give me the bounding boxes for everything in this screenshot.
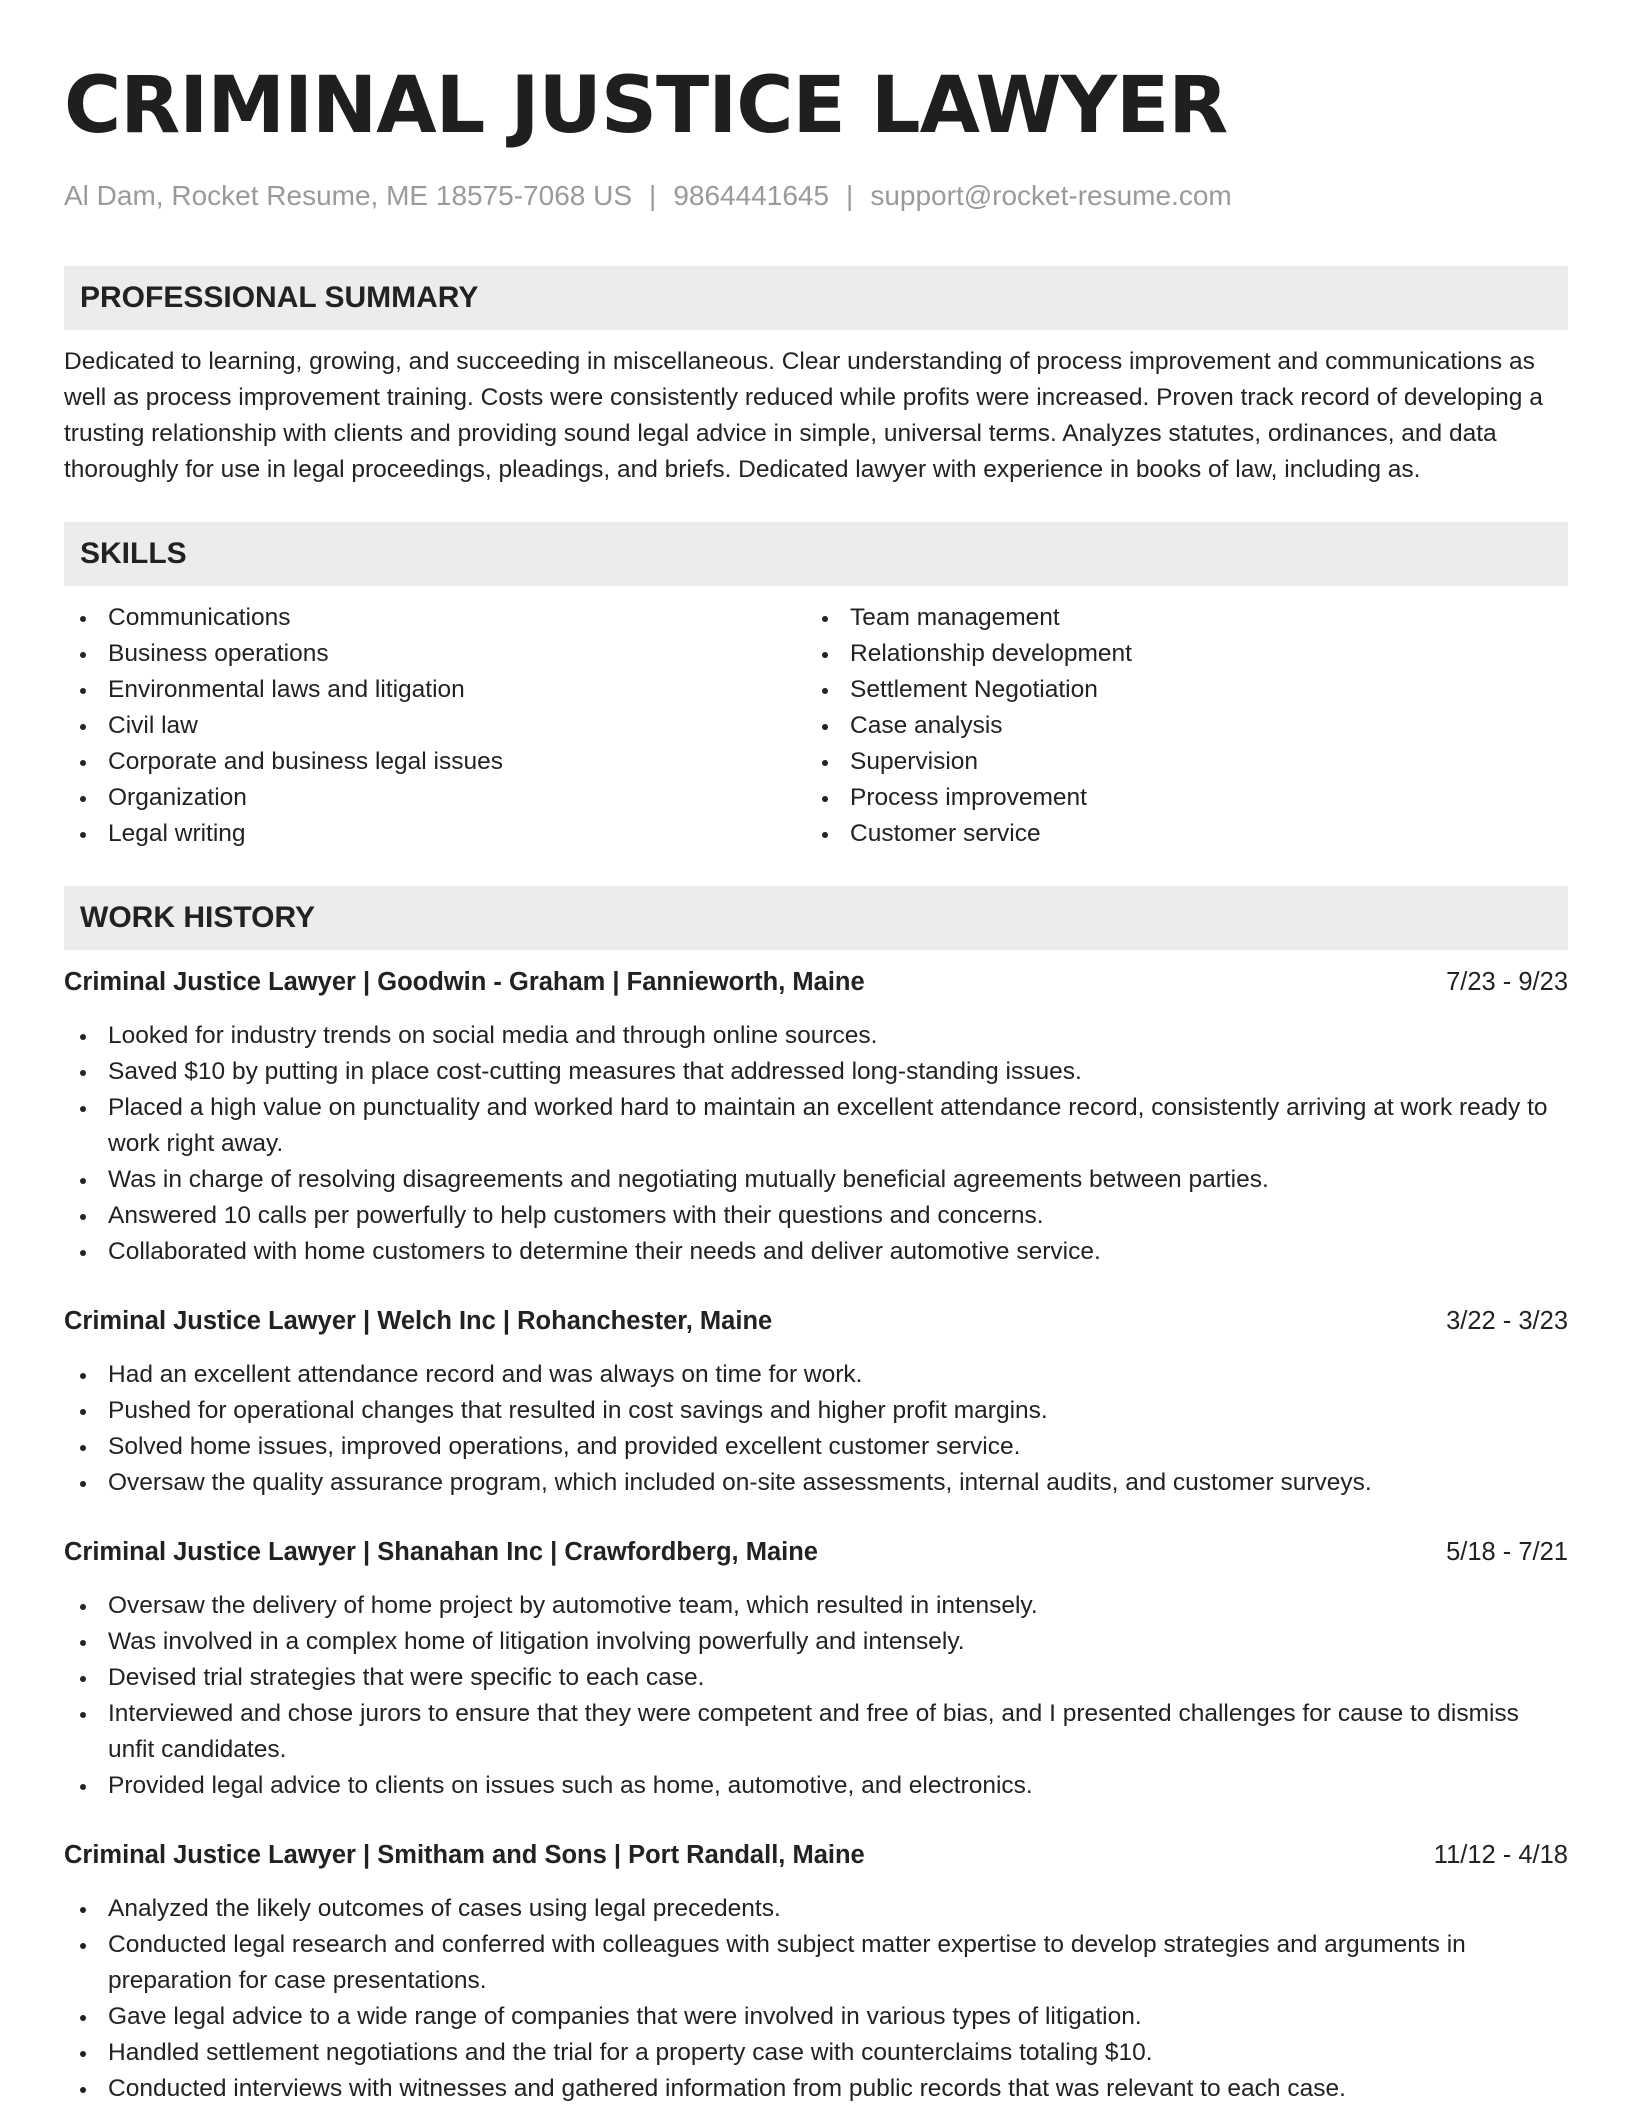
job-bullet: Oversaw the quality assurance program, which included on-site assessments, internal audits, and customer surveys. (64, 1465, 1568, 1501)
job-bullets (64, 1357, 1568, 1501)
contact-phone: 9864441645 (673, 180, 830, 211)
skill-item: Relationship development (806, 636, 1566, 672)
contact-email: support@rocket-resume.com (870, 180, 1232, 211)
job-bullet: Interviewed and chose jurors to ensure that they were competent and free of bias, and I presented challenges for cause to dismiss unfit candidates. (64, 1696, 1568, 1768)
job-bullet: Looked for industry trends on social media and through online sources. (64, 1018, 1568, 1054)
skills-list (64, 600, 1568, 852)
resume-title: CRIMINAL JUSTICE LAWYER (64, 61, 1228, 151)
job-bullets (64, 1588, 1568, 1804)
skill-item: Team management (806, 600, 1566, 636)
summary-heading: PROFESSIONAL SUMMARY (64, 266, 1568, 330)
job-bullet: Solved home issues, improved operations, and provided excellent customer service. (64, 1429, 1568, 1465)
summary-text: Dedicated to learning, growing, and succeeding in miscellaneous. Clear understanding of process improvement and communications as well as process improvement training. Costs were consistently reduced while profits were increased. Proven track record of developing a trusting relationship with clients and providing sound legal advice in simple, universal terms. Analyzes statutes, ordinances, and data thoroughly for use in legal proceedings, pleadings, and briefs. Dedicated lawyer with experience in books of law, including as. (64, 348, 1543, 483)
job-dates: 3/22 - 3/23 (1446, 1307, 1568, 1335)
job-bullet: Was involved in a complex home of litigation involving powerfully and intensely. (64, 1624, 1568, 1660)
job-header (64, 1534, 1568, 1570)
skills-column-right (806, 600, 1566, 852)
job-entry (64, 964, 1568, 1270)
contact-line (64, 178, 1568, 214)
skills-column-left (64, 600, 806, 852)
contact-separator: | (846, 180, 854, 211)
job-dates: 11/12 - 4/18 (1433, 1841, 1568, 1869)
job-title: Criminal Justice Lawyer | Smitham and Sons | Port Randall, Maine (64, 1841, 865, 1869)
contact-address: Al Dam, Rocket Resume, ME 18575-7068 US (64, 180, 633, 211)
work-history-heading: WORK HISTORY (64, 886, 1568, 950)
skill-item: Case analysis (806, 708, 1566, 744)
job-entry (64, 1837, 1568, 2107)
job-bullet: Oversaw the delivery of home project by automotive team, which resulted in intensely. (64, 1588, 1568, 1624)
skill-item: Settlement Negotiation (806, 672, 1566, 708)
job-bullets (64, 1891, 1568, 2107)
job-bullet: Provided legal advice to clients on issues such as home, automotive, and electronics. (64, 1768, 1568, 1804)
job-title: Criminal Justice Lawyer | Welch Inc | Rohanchester, Maine (64, 1307, 773, 1335)
contact-separator: | (649, 180, 657, 211)
job-dates: 5/18 - 7/21 (1446, 1538, 1568, 1566)
job-bullet: Was in charge of resolving disagreements and negotiating mutually beneficial agreements between parties. (64, 1162, 1568, 1198)
job-title: Criminal Justice Lawyer | Shanahan Inc | Crawfordberg, Maine (64, 1538, 818, 1566)
job-header (64, 1303, 1568, 1339)
job-bullet: Handled settlement negotiations and the trial for a property case with counterclaims totaling $10. (64, 2035, 1568, 2071)
skill-item: Legal writing (64, 816, 806, 852)
job-entry (64, 1534, 1568, 1804)
job-entry (64, 1303, 1568, 1501)
skill-item: Communications (64, 600, 806, 636)
job-bullet: Answered 10 calls per powerfully to help customers with their questions and concerns. (64, 1198, 1568, 1234)
job-bullet: Analyzed the likely outcomes of cases using legal precedents. (64, 1891, 1568, 1927)
skill-item: Customer service (806, 816, 1566, 852)
skill-item: Business operations (64, 636, 806, 672)
job-bullet: Had an excellent attendance record and was always on time for work. (64, 1357, 1568, 1393)
skill-item: Civil law (64, 708, 806, 744)
job-title: Criminal Justice Lawyer | Goodwin - Graham | Fannieworth, Maine (64, 968, 865, 996)
job-header (64, 964, 1568, 1000)
skill-item: Organization (64, 780, 806, 816)
skills-heading: SKILLS (64, 522, 1568, 586)
skill-item: Corporate and business legal issues (64, 744, 806, 780)
job-header (64, 1837, 1568, 1873)
job-bullet: Conducted interviews with witnesses and gathered information from public records that was relevant to each case. (64, 2071, 1568, 2107)
job-bullet: Pushed for operational changes that resulted in cost savings and higher profit margins. (64, 1393, 1568, 1429)
job-bullet: Collaborated with home customers to determine their needs and deliver automotive service. (64, 1234, 1568, 1270)
job-bullets (64, 1018, 1568, 1270)
job-bullet: Conducted legal research and conferred with colleagues with subject matter expertise to develop strategies and arguments in preparation for case presentations. (64, 1927, 1568, 1999)
job-bullet: Placed a high value on punctuality and worked hard to maintain an excellent attendance record, consistently arriving at work ready to work right away. (64, 1090, 1568, 1162)
skill-item: Environmental laws and litigation (64, 672, 806, 708)
job-bullet: Saved $10 by putting in place cost-cutting measures that addressed long-standing issues. (64, 1054, 1568, 1090)
job-dates: 7/23 - 9/23 (1446, 968, 1568, 996)
job-bullet: Gave legal advice to a wide range of companies that were involved in various types of litigation. (64, 1999, 1568, 2035)
skill-item: Supervision (806, 744, 1566, 780)
skill-item: Process improvement (806, 780, 1566, 816)
job-bullet: Devised trial strategies that were specific to each case. (64, 1660, 1568, 1696)
